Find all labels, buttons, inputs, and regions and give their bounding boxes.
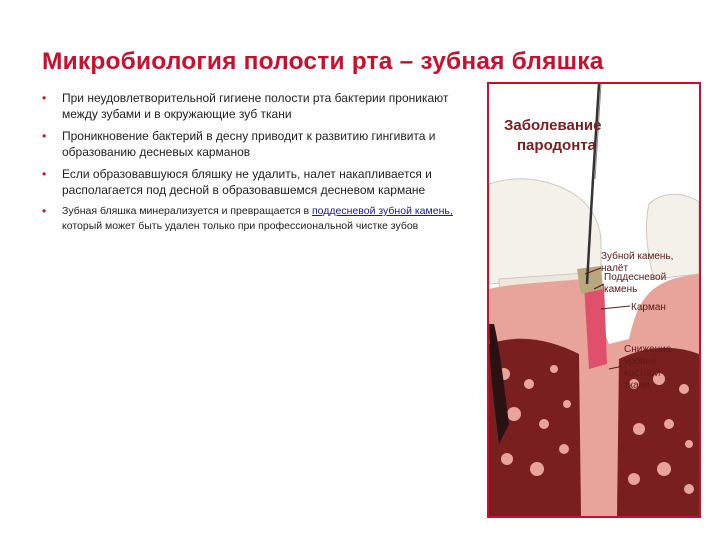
bullet-dot: • [42,91,47,105]
bullet-dot: • [42,129,47,143]
bullet-list [42,90,482,240]
bullet-item [42,166,482,198]
periodontal-disease-illustration [487,82,701,518]
figure-heading: Заболевание [504,117,602,134]
bullet-item [42,90,482,122]
figure-heading: пародонта [517,137,596,154]
slide-title: Микробиология полости рта – зубная бляшка [42,48,604,75]
label-subgingival: Поддесневой [604,272,667,283]
subgingival-calculus-link[interactable]: поддесневой зубной камень, [312,205,453,217]
bullet-text: Проникновение бактерий в десну приводит к развитию гингивита и образованию десневых карманов [62,129,436,159]
label-leader-line [601,306,630,309]
label-bone-loss: Снижение [624,344,672,355]
label-bone-loss: ткани [624,380,650,391]
label-bone-loss: костной [624,368,661,379]
bullet-dot: • [42,167,47,181]
tooth-diagram [489,84,699,516]
label-calculus: налёт [601,263,629,274]
label-subgingival: камень [604,284,638,295]
bullet-item [42,128,482,160]
calculus-deposit [577,266,603,294]
bullet-text: который может быть удален только при профессиональной чистке зубов [62,220,419,232]
adjacent-tooth [647,194,699,279]
label-calculus: Зубной камень, [601,251,674,262]
label-bone-loss: уровня [624,356,657,367]
bullet-dot: • [42,204,47,218]
bullet-text: Зубная бляшка минерализуется и превращается в [62,205,312,217]
bullet-text: Если образовавшуюся бляшку не удалить, налет накапливается и располагается под десной в образовавшемся десневом кармане [62,167,432,197]
bullet-text: При неудовлетворительной гигиене полости рта бактерии проникают между зубами и в окружающие зуб ткани [62,91,449,121]
label-pocket: Карман [631,302,666,313]
bullet-item [42,204,482,234]
